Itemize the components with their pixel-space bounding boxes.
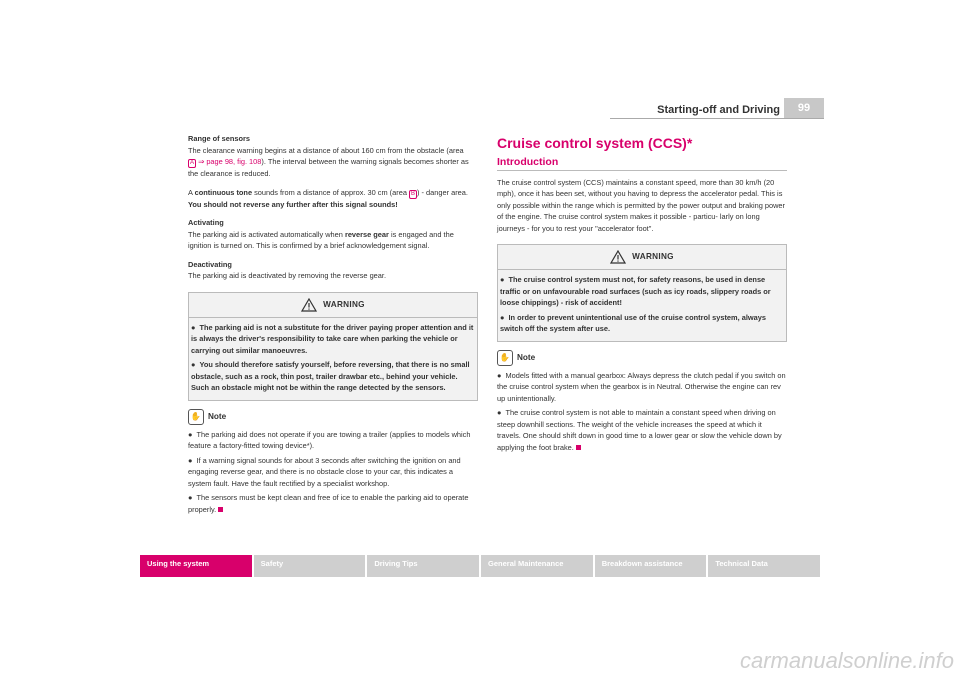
- tab-technical-data[interactable]: Technical Data: [708, 555, 820, 577]
- note-hand-icon: ✋: [188, 409, 204, 425]
- note-title: Note: [517, 352, 536, 362]
- bullet-icon: ●: [191, 322, 196, 332]
- warning-item: ● The cruise control system must not, for safety reasons, be used in dense traffic or on unfavourable road surfaces (such as icy roads, slippery roads or loose chippings) - risk of accident!: [500, 275, 771, 307]
- warning-title: WARNING: [632, 252, 674, 262]
- note-hand-icon: ✋: [497, 350, 513, 366]
- activating-text-2: is engaged and the ignition is turned on. This is confirmed by a brief acknowledgement signal.: [188, 229, 454, 250]
- bullet-icon: ●: [188, 429, 193, 439]
- note-item: ● The cruise control system is not able to maintain a constant speed when driving on steep downhill sections. The weight of the vehicle increases the speed at which it travels. One should shift down in good time to a lower gear or slow the vehicle down by applying the foot brake.: [497, 408, 782, 452]
- warning-box: [188, 292, 478, 401]
- bullet-icon: ●: [188, 493, 193, 502]
- reverse-gear-text: reverse gear: [344, 229, 389, 239]
- warning-header: [498, 245, 786, 270]
- intro-paragraph: The cruise control system (CCS) maintains a constant speed, more than 30 km/h (20 mph), once it has been set, without you having to depress the accelerator pedal. This is only possible within the range which is permitted by the power output and braking power of the engine. The cruise control system makes it possible - particu- larly on long journeys - for you to rest your "accelerator foot".: [497, 177, 785, 233]
- note-item: ● The sensors must be kept clean and free of ice to enable the parking aid to operate properly.: [188, 493, 469, 514]
- tab-safety[interactable]: Safety: [254, 555, 366, 577]
- warning-header: [189, 293, 477, 318]
- deactivating-text: The parking aid is deactivated by removing the reverse gear.: [188, 271, 387, 280]
- continuous-tone-text: continuous tone: [194, 187, 253, 197]
- tab-using-the-system[interactable]: Using the system: [140, 555, 252, 577]
- tab-driving-tips[interactable]: Driving Tips: [367, 555, 479, 577]
- range-heading: Range of sensors: [188, 134, 251, 143]
- range-text-1: The clearance warning begins at a distance of about 160 cm from the obstacle (area: [188, 145, 464, 155]
- note-item: ● The parking aid does not operate if you are towing a trailer (applies to models which feature a factory-fitted towing device*).: [188, 429, 471, 450]
- warning-title: WARNING: [323, 299, 365, 309]
- note-item: ● If a warning signal sounds for about 3 seconds after switching the ignition on and engaging reverse gear, and there is no obstacle close to your car, this indicates a system fault. Have the fault rectified by a specialist workshop.: [188, 455, 461, 488]
- range-text-4: sounds from a distance of approx. 30 cm (area: [252, 187, 409, 197]
- warning-item: ● You should therefore satisfy yourself, before reversing, that there is no small obstacle, such as a rock, thin post, trailer drawbar etc., behind your vehicle. Such an obstacle might not be within the range detected by the sensors.: [191, 360, 470, 392]
- warning-triangle-icon: [301, 298, 317, 312]
- range-text-3: A: [188, 187, 195, 197]
- running-header-title: Starting-off and Driving: [657, 104, 780, 116]
- activating-text-1: The parking aid is activated automatically when: [188, 229, 345, 239]
- page-number: 99: [784, 98, 824, 118]
- section-title: Introduction: [497, 157, 787, 171]
- section-end-icon: [218, 507, 223, 512]
- right-column: [497, 133, 787, 456]
- activating-heading: Activating: [188, 218, 224, 227]
- note-header: [188, 409, 478, 425]
- bullet-icon: ●: [497, 408, 502, 417]
- area-a-ref: A: [190, 160, 195, 166]
- warning-box: [497, 244, 787, 342]
- deactivating-heading: Deactivating: [188, 259, 232, 269]
- bullet-icon: ●: [497, 370, 502, 380]
- note-item: ● Models fitted with a manual gearbox: Always depress the clutch pedal if you switch on the cruise control system when the gearbox is in Neutral. Otherwise the engine can rev up unintentionally.: [497, 370, 786, 403]
- reverse-warning-text: You should not reverse any further after this signal sounds!: [188, 199, 398, 209]
- left-column: [188, 133, 478, 518]
- warning-triangle-icon: [610, 250, 626, 264]
- bullet-icon: ●: [191, 360, 196, 369]
- page-ref-link[interactable]: ⇒ page 98, fig. 108: [198, 157, 262, 166]
- watermark: carmanualsonline.info: [739, 648, 954, 673]
- note-header: [497, 350, 787, 366]
- bullet-icon: ●: [500, 312, 505, 322]
- section-end-icon: [576, 445, 581, 450]
- range-text-2: ). The interval between the warning signals becomes shorter as the clearance is reduced.: [188, 157, 469, 178]
- area-b-ref: B: [411, 190, 416, 197]
- warning-item: ● The parking aid is not a substitute for the driver paying proper attention and it is always the driver's responsibility to take care when parking the vehicle or carrying out similar manoeuvres.: [191, 322, 474, 355]
- bullet-icon: ●: [188, 455, 193, 465]
- header-rule: [610, 118, 824, 119]
- tab-breakdown-assistance[interactable]: Breakdown assistance: [595, 555, 707, 577]
- bullet-icon: ●: [500, 275, 505, 284]
- note-title: Note: [208, 411, 227, 421]
- chapter-title: Cruise control system (CCS)*: [497, 135, 693, 151]
- tab-general-maintenance[interactable]: General Maintenance: [481, 555, 593, 577]
- warning-item: ● In order to prevent unintentional use of the cruise control system, always switch off the system after use.: [500, 312, 766, 333]
- range-text-5: ) - danger area.: [417, 187, 468, 197]
- footer-nav: [140, 555, 822, 577]
